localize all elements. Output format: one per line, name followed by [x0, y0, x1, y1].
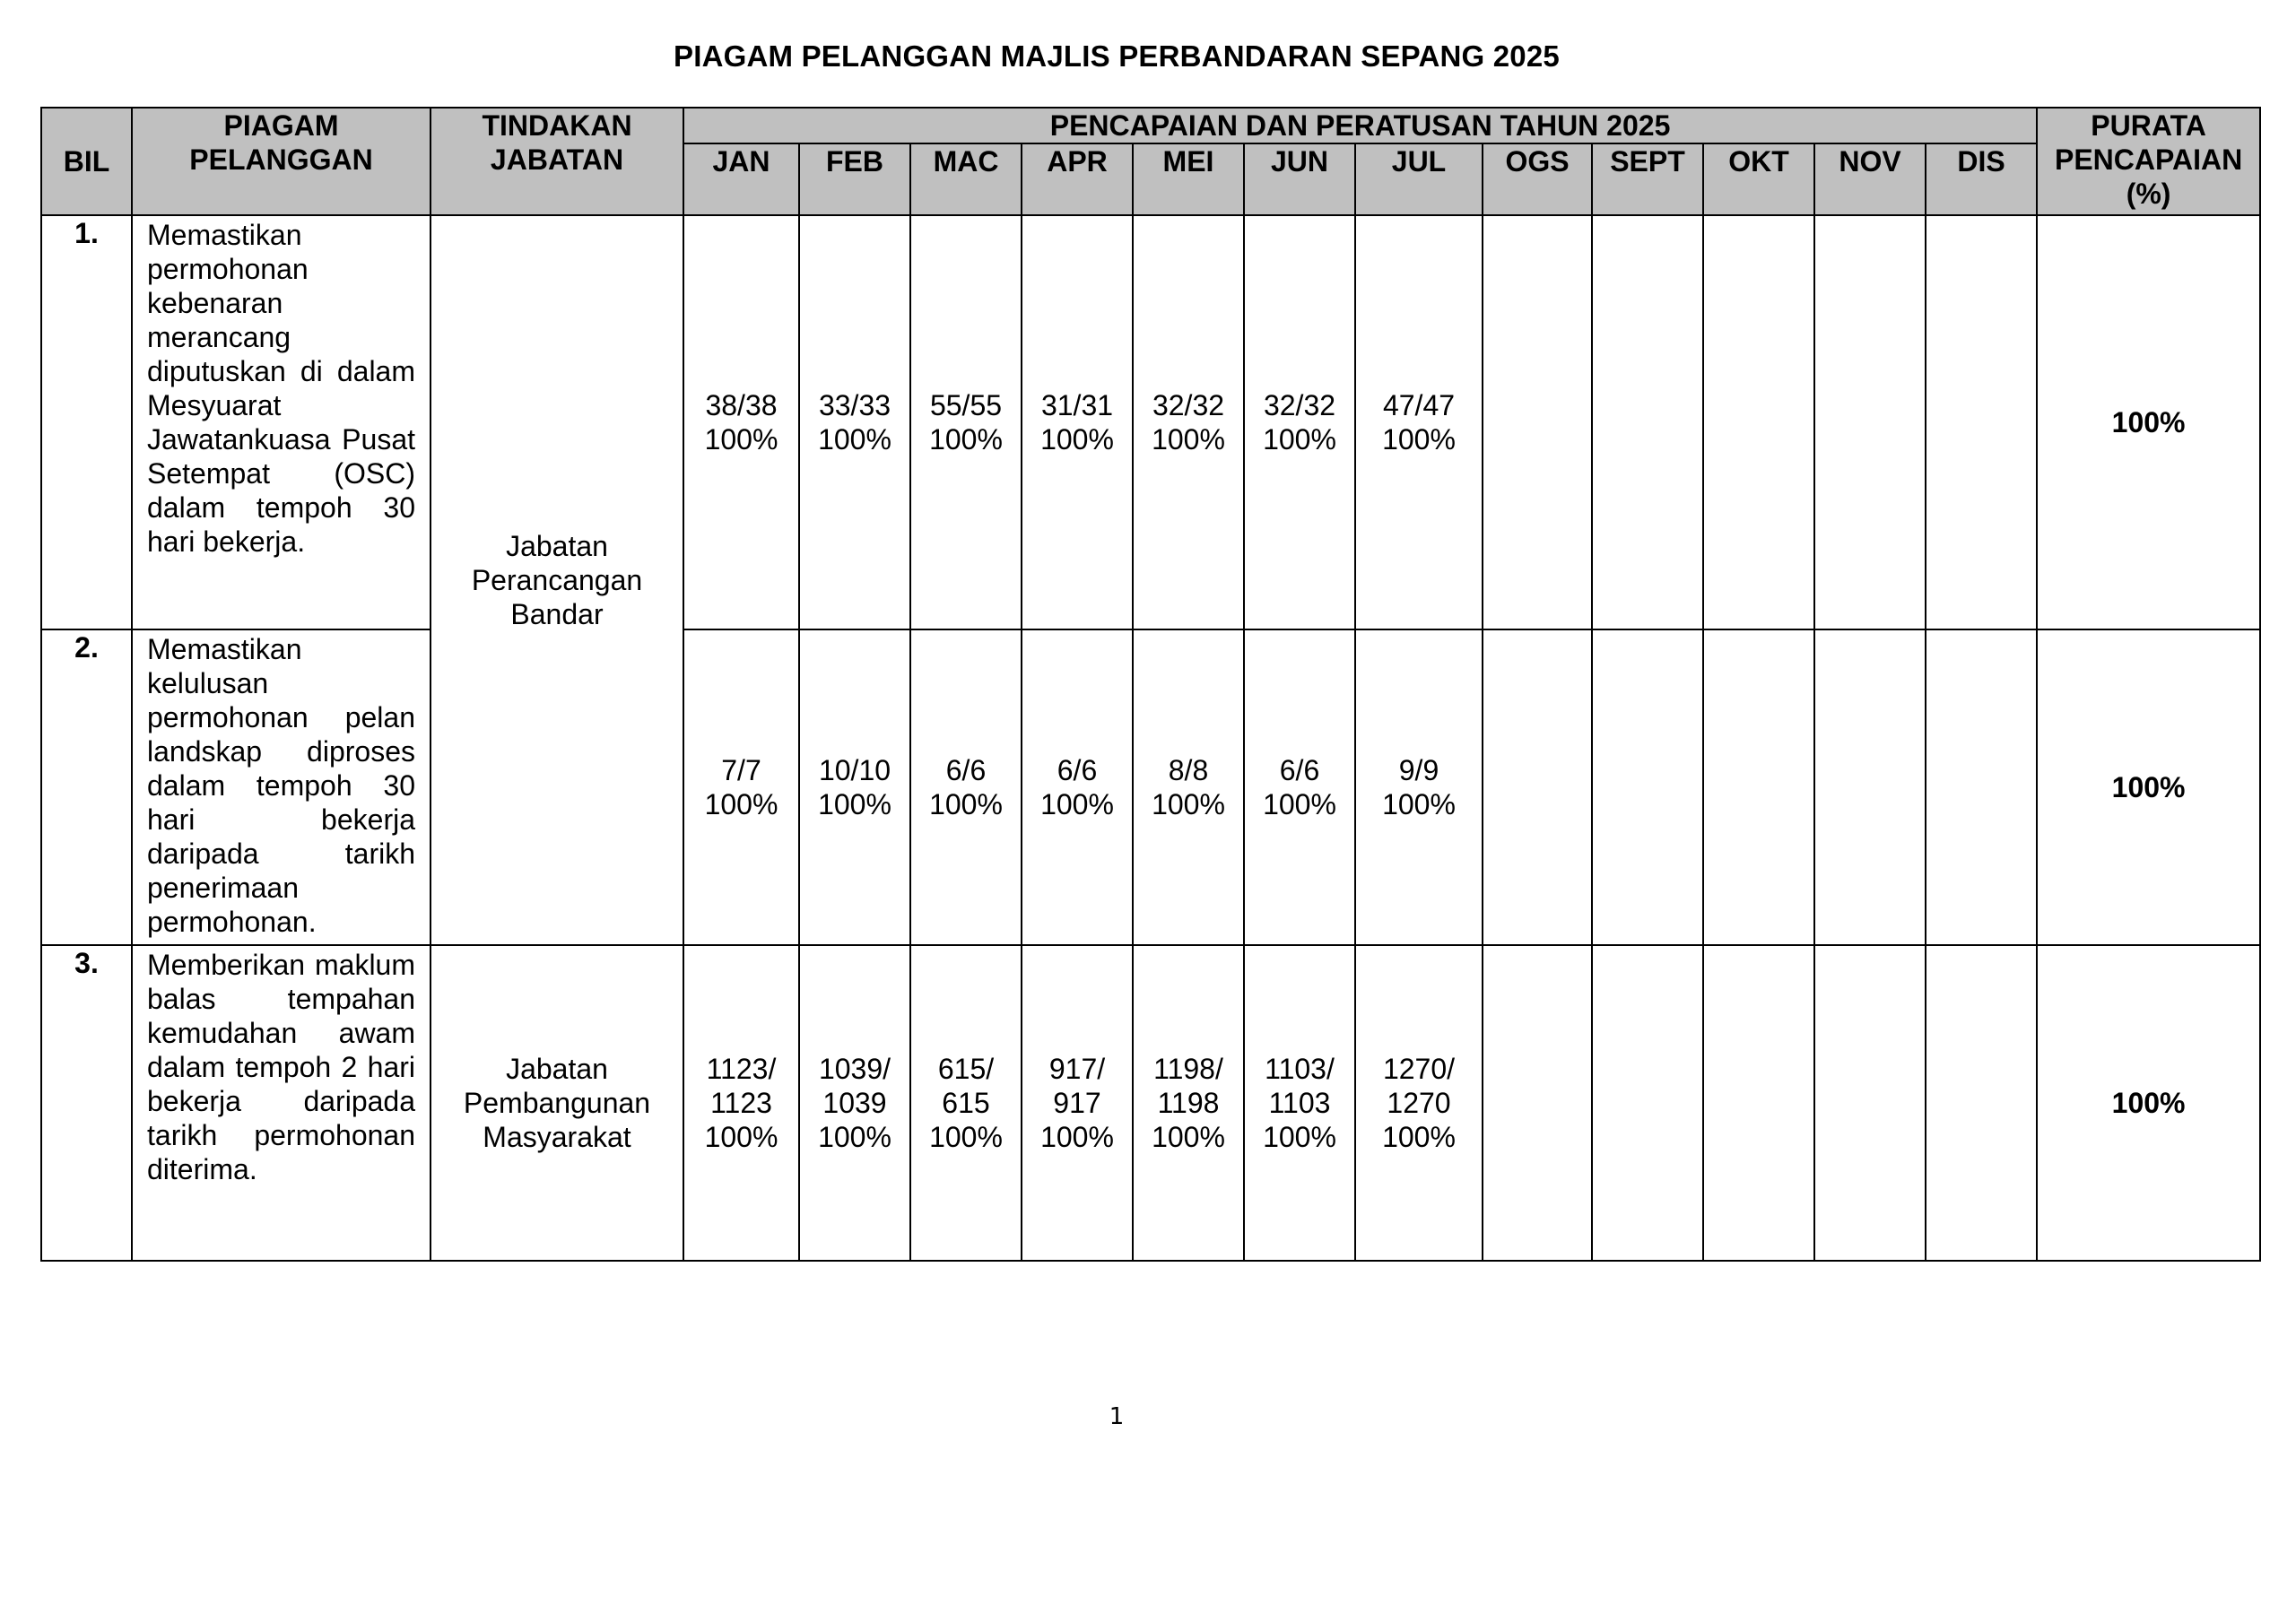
month-cell-empty [1592, 215, 1703, 629]
month-percentage: 100% [1040, 423, 1114, 456]
header-piagam: PIAGAM PELANGGAN [132, 108, 430, 215]
document-title: PIAGAM PELANGGAN MAJLIS PERBANDARAN SEPANG 2025 [674, 39, 1560, 73]
month-cell [1022, 215, 1133, 629]
month-cell-empty [1926, 215, 2037, 629]
month-cell [1244, 215, 1355, 629]
month-percentage: 100% [929, 1121, 1003, 1153]
month-count: 31/31 [1040, 389, 1114, 421]
header-row-top [41, 108, 2260, 143]
month-cell [910, 629, 1022, 945]
month-cell-empty [1592, 629, 1703, 945]
row-number: 2. [41, 629, 132, 945]
month-cell [910, 945, 1022, 1261]
month-cell-empty [1592, 945, 1703, 1261]
month-count: 1123/ 1123 [706, 1053, 777, 1119]
average-achievement: 100% [2037, 945, 2260, 1261]
average-achievement: 100% [2037, 629, 2260, 945]
month-percentage: 100% [1040, 1121, 1114, 1153]
month-cell [799, 215, 910, 629]
month-count: 38/38 [705, 389, 778, 421]
month-percentage: 100% [1382, 423, 1456, 456]
header-month: NOV [1814, 143, 1926, 215]
month-count: 9/9 [1398, 754, 1439, 786]
month-count: 33/33 [818, 389, 891, 421]
row-number: 3. [41, 945, 132, 1261]
month-cell [1244, 629, 1355, 945]
month-count: 6/6 [1057, 754, 1098, 786]
month-cell [799, 945, 910, 1261]
charter-description: Memastikan permohonan kebenaran merancang diputuskan di dalam Mesyuarat Jawatankuasa Pusat Setempat (OSC) dalam tempoh 30 hari bekerja. [132, 215, 430, 629]
charter-description: Memastikan kelulusan permohonan pelan landskap diproses dalam tempoh 30 hari bekerja daripada tarikh penerimaan permohonan. [132, 629, 430, 945]
month-count: 917/ 917 [1048, 1053, 1106, 1119]
month-percentage: 100% [704, 788, 778, 820]
header-month: DIS [1926, 143, 2037, 215]
department-name: Jabatan Pembangunan Masyarakat [430, 945, 683, 1261]
charter-description: Memberikan maklum balas tempahan kemudahan awam dalam tempoh 2 hari bekerja daripada tarikh permohonan diterima. [132, 945, 430, 1261]
month-count: 10/10 [818, 754, 891, 786]
month-cell-empty [1703, 945, 1814, 1261]
month-percentage: 100% [1382, 788, 1456, 820]
month-percentage: 100% [1040, 788, 1114, 820]
month-percentage: 100% [929, 788, 1003, 820]
month-count: 32/32 [1152, 389, 1225, 421]
month-percentage: 100% [818, 423, 891, 456]
header-month: SEPT [1592, 143, 1703, 215]
customer-charter-table [40, 107, 2261, 1262]
month-cell-empty [1703, 629, 1814, 945]
month-cell-empty [1814, 945, 1926, 1261]
month-cell [1355, 629, 1483, 945]
page-number: 1 [1109, 1403, 1125, 1430]
month-count: 8/8 [1168, 754, 1209, 786]
month-cell [1133, 945, 1244, 1261]
month-count: 615/ 615 [937, 1053, 995, 1119]
header-month: JAN [683, 143, 799, 215]
month-cell [799, 629, 910, 945]
month-percentage: 100% [1152, 788, 1225, 820]
month-count: 1103/ 1103 [1265, 1053, 1335, 1119]
month-cell-empty [1483, 215, 1592, 629]
header-bil: BIL [41, 108, 132, 215]
month-cell-empty [1814, 215, 1926, 629]
month-cell-empty [1814, 629, 1926, 945]
month-percentage: 100% [704, 423, 778, 456]
average-achievement: 100% [2037, 215, 2260, 629]
month-cell [1355, 945, 1483, 1261]
header-month: FEB [799, 143, 910, 215]
header-month: JUL [1355, 143, 1483, 215]
month-cell [683, 945, 799, 1261]
month-cell-empty [1703, 215, 1814, 629]
month-count: 6/6 [1279, 754, 1320, 786]
month-count: 1198/ 1198 [1153, 1053, 1223, 1119]
month-cell [683, 215, 799, 629]
month-cell [1355, 215, 1483, 629]
month-count: 55/55 [929, 389, 1003, 421]
month-cell [1133, 215, 1244, 629]
table-row [41, 215, 2260, 629]
month-percentage: 100% [929, 423, 1003, 456]
month-cell-empty [1483, 629, 1592, 945]
month-cell [1244, 945, 1355, 1261]
month-percentage: 100% [1152, 1121, 1225, 1153]
month-cell-empty [1926, 629, 2037, 945]
month-cell [1022, 945, 1133, 1261]
header-purata: PURATA PENCAPAIAN (%) [2037, 108, 2260, 215]
month-cell-empty [1483, 945, 1592, 1261]
month-percentage: 100% [1263, 788, 1336, 820]
month-cell [1022, 629, 1133, 945]
month-count: 7/7 [721, 754, 761, 786]
header-month: OGS [1483, 143, 1592, 215]
month-cell [910, 215, 1022, 629]
month-count: 6/6 [945, 754, 987, 786]
month-percentage: 100% [818, 788, 891, 820]
header-month: MEI [1133, 143, 1244, 215]
row-number: 1. [41, 215, 132, 629]
month-percentage: 100% [704, 1121, 778, 1153]
month-count: 1039/ 1039 [818, 1053, 891, 1119]
month-percentage: 100% [1263, 423, 1336, 456]
header-tindakan: TINDAKAN JABATAN [430, 108, 683, 215]
month-percentage: 100% [1263, 1121, 1336, 1153]
header-month: OKT [1703, 143, 1814, 215]
month-cell [683, 629, 799, 945]
month-cell-empty [1926, 945, 2037, 1261]
month-count: 1270/ 1270 [1382, 1053, 1456, 1119]
header-month: JUN [1244, 143, 1355, 215]
header-month: APR [1022, 143, 1133, 215]
month-percentage: 100% [818, 1121, 891, 1153]
header-month: MAC [910, 143, 1022, 215]
month-count: 47/47 [1382, 389, 1456, 421]
month-percentage: 100% [1152, 423, 1225, 456]
month-count: 32/32 [1263, 389, 1336, 421]
month-percentage: 100% [1382, 1121, 1456, 1153]
table-row [41, 629, 2260, 945]
header-pencapaian: PENCAPAIAN DAN PERATUSAN TAHUN 2025 [683, 108, 2037, 143]
month-cell [1133, 629, 1244, 945]
department-name: Jabatan Perancangan Bandar [430, 215, 683, 945]
table-row [41, 945, 2260, 1261]
